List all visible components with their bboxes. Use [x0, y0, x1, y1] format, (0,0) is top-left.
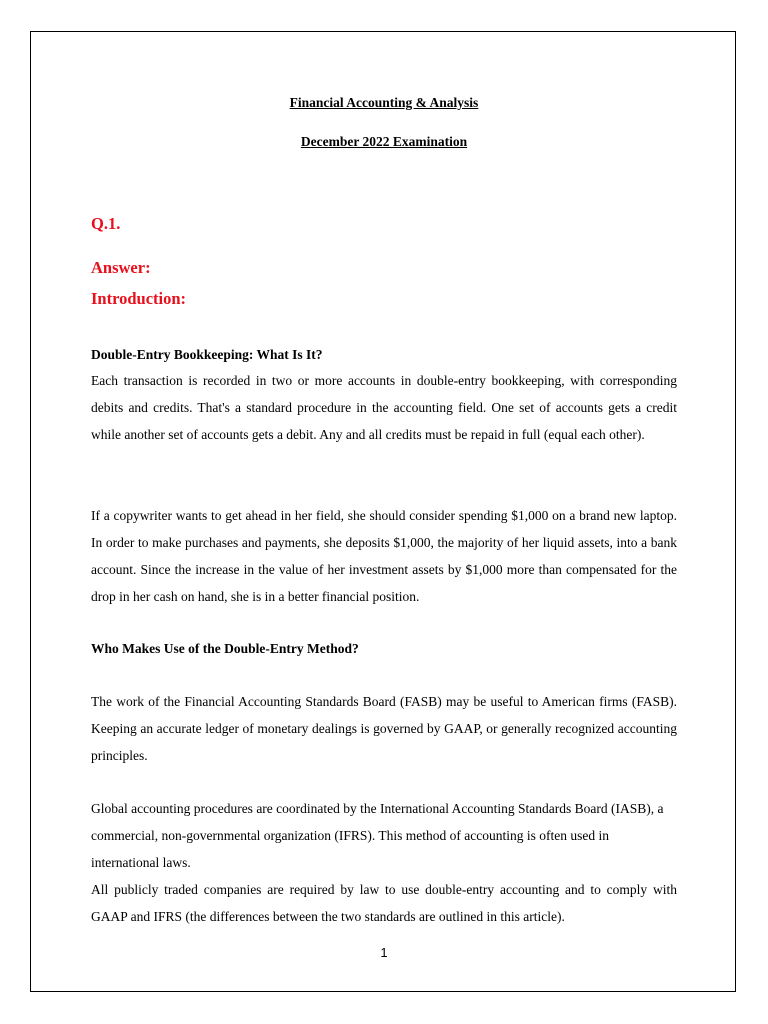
paragraph-iasb: Global accounting procedures are coordinated by the International Accounting Standards Board (IASB), a commercial, non-governmental organization (IFRS). This method of accounting is often used in international laws. — [91, 801, 664, 870]
introduction-heading: Introduction: — [91, 289, 187, 308]
question-number: Q.1. — [91, 214, 121, 233]
answer-heading: Answer: — [91, 258, 151, 277]
document-title: Financial Accounting & Analysis — [289, 95, 479, 110]
section-heading-who-uses: Who Makes Use of the Double-Entry Method? — [91, 641, 359, 656]
section-heading-double-entry: Double-Entry Bookkeeping: What Is It? — [91, 347, 323, 362]
paragraph-copywriter-example: If a copywriter wants to get ahead in her field, she should consider spending $1,000 on a brand new laptop. In order to make purchases and payments, she deposits $1,000, the majority of her liquid assets, into a bank account. Since the increase in the value of her investment assets by $1,000 more than compensated for the drop in her cash on hand, she is in a better financial position. — [91, 508, 677, 604]
paragraph-fasb: The work of the Financial Accounting Standards Board (FASB) may be useful to American firms (FASB). Keeping an accurate ledger of monetary dealings is governed by GAAP, or generally recognized accounting principles. — [91, 694, 677, 763]
paragraph-public-companies: All publicly traded companies are required by law to use double-entry accounting and to comply with GAAP and IFRS (the differences between the two standards are outlined in this article). — [91, 882, 677, 924]
page-number: 1 — [380, 945, 388, 960]
exam-subtitle: December 2022 Examination — [300, 134, 468, 149]
paragraph-double-entry-definition: Each transaction is recorded in two or more accounts in double-entry bookkeeping, with corresponding debits and credits. That's a standard procedure in the accounting field. One set of accounts gets a credit while another set of accounts gets a debit. Any and all credits must be repaid in full (equal each other). — [91, 373, 677, 442]
